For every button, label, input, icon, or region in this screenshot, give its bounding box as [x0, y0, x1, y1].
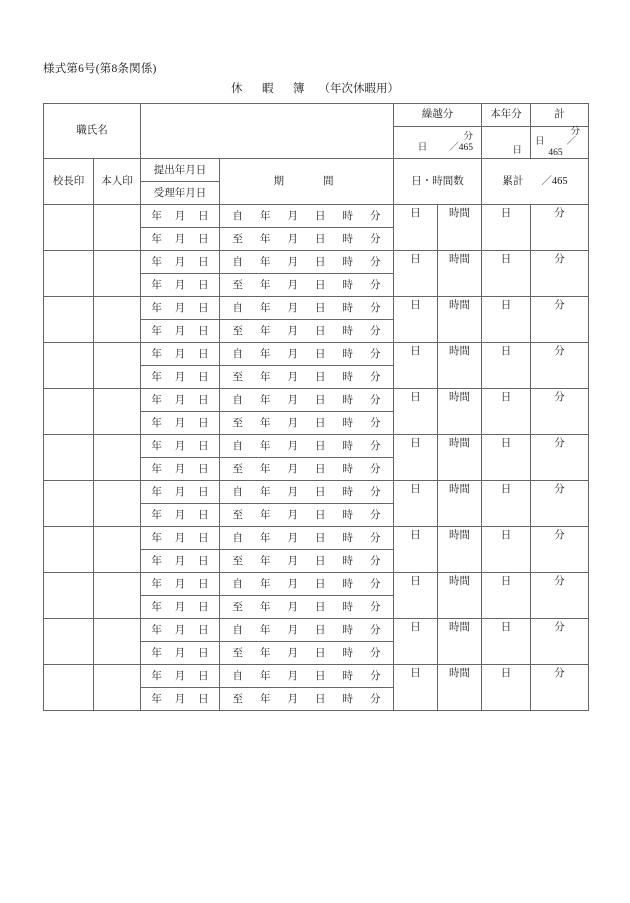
- count-hour-cell[interactable]: 時間: [438, 481, 482, 527]
- personal-seal-cell[interactable]: [94, 205, 141, 251]
- personal-seal-cell[interactable]: [94, 481, 141, 527]
- name-value-cell: [141, 104, 394, 159]
- count-hour-cell[interactable]: 時間: [438, 665, 482, 711]
- submit-date-label-cell: 提出年月日: [141, 159, 220, 182]
- table-header-row-1: [44, 104, 589, 127]
- total-label-cell: 計: [531, 104, 589, 127]
- cumulative-day-cell[interactable]: 日: [482, 251, 531, 297]
- table-row: [44, 435, 589, 458]
- period-to-cell[interactable]: 至 年 月 日 時 分: [220, 412, 394, 435]
- total-minute-unit: 分: [570, 127, 580, 137]
- count-hour-cell[interactable]: 時間: [438, 619, 482, 665]
- accept-date-cell[interactable]: 年 月 日: [141, 596, 220, 619]
- personal-seal-cell[interactable]: [94, 297, 141, 343]
- count-day-cell[interactable]: 日: [394, 251, 438, 297]
- period-label-cell: 期 間: [220, 159, 394, 205]
- principal-seal-label-cell: 校長印: [44, 159, 94, 205]
- count-day-cell[interactable]: 日: [394, 573, 438, 619]
- submit-date-cell[interactable]: 年 月 日: [141, 389, 220, 412]
- count-day-cell[interactable]: 日: [394, 435, 438, 481]
- period-from-cell[interactable]: 自 年 月 日 時 分: [220, 389, 394, 412]
- current-year-label-cell: 本年分: [482, 104, 531, 127]
- leave-record-table: [43, 103, 589, 711]
- submit-date-cell[interactable]: 年 月 日: [141, 573, 220, 596]
- total-value-cell: [531, 127, 589, 159]
- count-day-cell[interactable]: 日: [394, 527, 438, 573]
- count-day-cell[interactable]: 日: [394, 343, 438, 389]
- title-main: 休 暇 簿: [231, 83, 309, 95]
- cumulative-day-cell[interactable]: 日: [482, 389, 531, 435]
- count-day-cell[interactable]: 日: [394, 389, 438, 435]
- period-to-cell[interactable]: 至 年 月 日 時 分: [220, 320, 394, 343]
- current-year-day-unit: 日: [512, 145, 522, 156]
- principal-seal-cell[interactable]: [44, 527, 94, 573]
- period-from-cell[interactable]: 自 年 月 日 時 分: [220, 297, 394, 320]
- cumulative-minute-cell[interactable]: 分: [531, 619, 589, 665]
- table-row: [44, 251, 589, 274]
- cumulative-day-cell[interactable]: 日: [482, 481, 531, 527]
- principal-seal-cell[interactable]: [44, 435, 94, 481]
- cumulative-minute-cell[interactable]: 分: [531, 527, 589, 573]
- table-row: [44, 619, 589, 642]
- principal-seal-cell[interactable]: [44, 389, 94, 435]
- personal-seal-cell[interactable]: [94, 389, 141, 435]
- cumulative-minute-cell[interactable]: 分: [531, 389, 589, 435]
- period-from-cell[interactable]: 自 年 月 日 時 分: [220, 481, 394, 504]
- period-to-cell[interactable]: 至 年 月 日 時 分: [220, 550, 394, 573]
- total-day-slash: 日 ／465: [534, 137, 577, 158]
- personal-seal-cell[interactable]: [94, 665, 141, 711]
- period-to-cell[interactable]: 至 年 月 日 時 分: [220, 274, 394, 297]
- principal-seal-cell[interactable]: [44, 343, 94, 389]
- cumulative-day-cell[interactable]: 日: [482, 435, 531, 481]
- principal-seal-cell[interactable]: [44, 297, 94, 343]
- count-day-cell[interactable]: 日: [394, 297, 438, 343]
- cumulative-day-cell[interactable]: 日: [482, 619, 531, 665]
- cumulative-day-cell[interactable]: 日: [482, 205, 531, 251]
- form-number: 様式第6号(第8条関係): [43, 63, 157, 75]
- cumulative-minute-cell[interactable]: 分: [531, 343, 589, 389]
- count-hour-cell[interactable]: 時間: [438, 251, 482, 297]
- title-sub: （年次休暇用）: [318, 83, 399, 95]
- table-row: [44, 343, 589, 366]
- submit-date-cell[interactable]: 年 月 日: [141, 251, 220, 274]
- period-to-cell[interactable]: 至 年 月 日 時 分: [220, 366, 394, 389]
- period-to-cell[interactable]: 至 年 月 日 時 分: [220, 642, 394, 665]
- accept-date-cell[interactable]: 年 月 日: [141, 366, 220, 389]
- count-day-cell[interactable]: 日: [394, 619, 438, 665]
- submit-date-cell[interactable]: 年 月 日: [141, 297, 220, 320]
- accept-date-cell[interactable]: 年 月 日: [141, 458, 220, 481]
- personal-seal-cell[interactable]: [94, 619, 141, 665]
- period-from-cell[interactable]: 自 年 月 日 時 分: [220, 205, 394, 228]
- count-hour-cell[interactable]: 時間: [438, 389, 482, 435]
- accept-date-cell[interactable]: 年 月 日: [141, 688, 220, 711]
- cumulative-minute-cell[interactable]: 分: [531, 251, 589, 297]
- submit-date-cell[interactable]: 年 月 日: [141, 665, 220, 688]
- period-from-cell[interactable]: 自 年 月 日 時 分: [220, 527, 394, 550]
- cumulative-day-cell[interactable]: 日: [482, 665, 531, 711]
- accept-date-cell[interactable]: 年 月 日: [141, 274, 220, 297]
- cumulative-minute-cell[interactable]: 分: [531, 573, 589, 619]
- personal-seal-cell[interactable]: [94, 251, 141, 297]
- period-from-cell[interactable]: 自 年 月 日 時 分: [220, 619, 394, 642]
- period-from-cell[interactable]: 自 年 月 日 時 分: [220, 665, 394, 688]
- period-from-cell[interactable]: 自 年 月 日 時 分: [220, 251, 394, 274]
- period-from-cell[interactable]: 自 年 月 日 時 分: [220, 435, 394, 458]
- count-hour-cell[interactable]: 時間: [438, 205, 482, 251]
- submit-date-cell[interactable]: 年 月 日: [141, 435, 220, 458]
- count-hour-cell[interactable]: 時間: [438, 297, 482, 343]
- count-hour-cell[interactable]: 時間: [438, 573, 482, 619]
- period-to-cell[interactable]: 至 年 月 日 時 分: [220, 596, 394, 619]
- carryover-minute-unit: 分: [463, 132, 473, 143]
- table-row: [44, 573, 589, 596]
- personal-seal-cell[interactable]: [94, 435, 141, 481]
- cumulative-day-cell[interactable]: 日: [482, 573, 531, 619]
- count-hour-cell[interactable]: 時間: [438, 343, 482, 389]
- submit-date-cell[interactable]: 年 月 日: [141, 527, 220, 550]
- carryover-label-cell: 繰越分: [394, 104, 482, 127]
- name-label-cell: 職氏名: [44, 104, 141, 159]
- cumulative-minute-cell[interactable]: 分: [531, 481, 589, 527]
- cumulative-day-cell[interactable]: 日: [482, 343, 531, 389]
- principal-seal-cell[interactable]: [44, 481, 94, 527]
- accept-date-cell[interactable]: 年 月 日: [141, 504, 220, 527]
- cumulative-minute-cell[interactable]: 分: [531, 297, 589, 343]
- accept-date-label-cell: 受理年月日: [141, 182, 220, 205]
- accept-date-cell[interactable]: 年 月 日: [141, 642, 220, 665]
- submit-date-cell[interactable]: 年 月 日: [141, 343, 220, 366]
- accept-date-cell[interactable]: 年 月 日: [141, 228, 220, 251]
- table-row: [44, 389, 589, 412]
- submit-date-cell[interactable]: 年 月 日: [141, 619, 220, 642]
- day-hour-count-label-cell: 日・時間数: [394, 159, 482, 205]
- period-from-cell[interactable]: 自 年 月 日 時 分: [220, 343, 394, 366]
- submit-date-cell[interactable]: 年 月 日: [141, 481, 220, 504]
- principal-seal-cell[interactable]: [44, 205, 94, 251]
- count-day-cell[interactable]: 日: [394, 481, 438, 527]
- personal-seal-label-cell: 本人印: [94, 159, 141, 205]
- principal-seal-cell[interactable]: [44, 573, 94, 619]
- accept-date-cell[interactable]: 年 月 日: [141, 320, 220, 343]
- accept-date-cell[interactable]: 年 月 日: [141, 412, 220, 435]
- carryover-day-slash: 日 ／465: [417, 142, 473, 153]
- table-row: [44, 527, 589, 550]
- personal-seal-cell[interactable]: [94, 343, 141, 389]
- principal-seal-cell[interactable]: [44, 251, 94, 297]
- table-row: [44, 665, 589, 688]
- count-day-cell[interactable]: 日: [394, 205, 438, 251]
- cumulative-day-cell[interactable]: 日: [482, 297, 531, 343]
- cumulative-label-cell: 累計 ／465: [482, 159, 589, 205]
- table-row: [44, 481, 589, 504]
- cumulative-day-cell[interactable]: 日: [482, 527, 531, 573]
- count-day-cell[interactable]: 日: [394, 665, 438, 711]
- personal-seal-cell[interactable]: [94, 527, 141, 573]
- cumulative-minute-cell[interactable]: 分: [531, 205, 589, 251]
- table-row: [44, 297, 589, 320]
- current-year-value-cell: [482, 127, 531, 159]
- table-row: [44, 205, 589, 228]
- personal-seal-cell[interactable]: [94, 573, 141, 619]
- period-to-cell[interactable]: 至 年 月 日 時 分: [220, 458, 394, 481]
- carryover-value-cell: [394, 127, 482, 159]
- period-to-cell[interactable]: 至 年 月 日 時 分: [220, 688, 394, 711]
- cumulative-minute-cell[interactable]: 分: [531, 665, 589, 711]
- cumulative-minute-cell[interactable]: 分: [531, 435, 589, 481]
- principal-seal-cell[interactable]: [44, 665, 94, 711]
- table-header-row-3: [44, 159, 589, 182]
- period-to-cell[interactable]: 至 年 月 日 時 分: [220, 504, 394, 527]
- page-title: [0, 80, 630, 96]
- principal-seal-cell[interactable]: [44, 619, 94, 665]
- accept-date-cell[interactable]: 年 月 日: [141, 550, 220, 573]
- submit-date-cell[interactable]: 年 月 日: [141, 205, 220, 228]
- period-to-cell[interactable]: 至 年 月 日 時 分: [220, 228, 394, 251]
- period-from-cell[interactable]: 自 年 月 日 時 分: [220, 573, 394, 596]
- count-hour-cell[interactable]: 時間: [438, 435, 482, 481]
- count-hour-cell[interactable]: 時間: [438, 527, 482, 573]
